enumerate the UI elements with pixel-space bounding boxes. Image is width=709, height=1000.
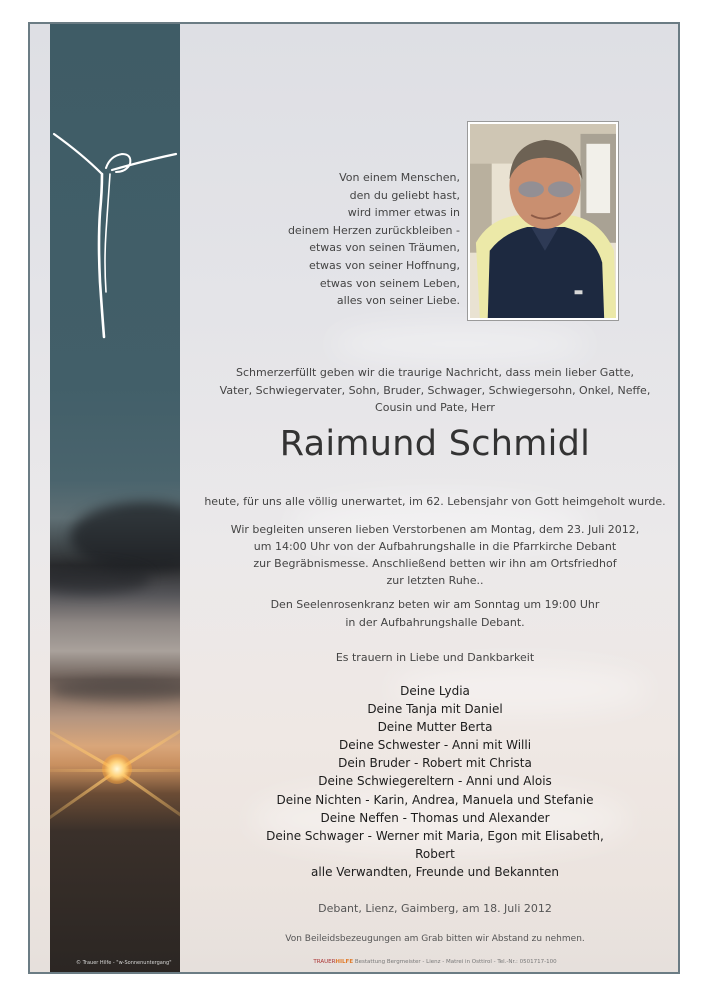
- footer-text: Bestattung Bergmeister - Lienz - Matrei in Osttirol - Tel.-Nr.: 0501717-100: [354, 959, 557, 965]
- footer-brand-a: TRAUER: [313, 959, 336, 965]
- intro-line: Vater, Schwiegervater, Sohn, Bruder, Schwager, Schwiegersohn, Onkel, Neffe,: [219, 383, 651, 397]
- poem-line: Von einem Menschen,: [339, 171, 460, 184]
- rosary-info: [190, 596, 680, 631]
- portrait-image: [470, 124, 616, 318]
- intro-line: Schmerzerfüllt geben wir die traurige Nachricht, dass mein lieber Gatte,: [236, 366, 634, 379]
- family-member: Deine Tanja mit Daniel: [367, 702, 503, 717]
- funeral-info: [190, 521, 680, 589]
- family-member: Deine Schwiegereltern - Anni und Alois: [318, 774, 552, 789]
- dark-cloud: [50, 564, 150, 594]
- funeral-line: Wir begleiten unseren lieben Verstorbenen am Montag, dem 23. Juli 2012,: [230, 523, 640, 536]
- poem-line: wird immer etwas in: [347, 206, 460, 220]
- family-member: Deine Nichten - Karin, Andrea, Manuela und Stefanie: [276, 792, 594, 807]
- family-member: Deine Schwager - Werner mit Maria, Egon mit Elisabeth,: [266, 828, 604, 843]
- funeral-line: zur letzten Ruhe..: [386, 574, 484, 587]
- family-member: Deine Neffen - Thomas und Alexander: [320, 810, 550, 825]
- portrait-photo: [467, 121, 619, 321]
- rosary-line: in der Aufbahrungshalle Debant.: [345, 615, 525, 629]
- photo-credit: © Trauer Hilfe - "w-Sonnenuntergang": [76, 960, 172, 966]
- funeral-line: zur Begräbnismesse. Anschließend betten wir ihn am Ortsfriedhof: [253, 557, 617, 570]
- family-member: Deine Mutter Berta: [377, 720, 493, 735]
- family-member: alle Verwandten, Freunde und Bekannten: [311, 864, 559, 879]
- family-member: Robert: [415, 846, 455, 861]
- poem-line: den du geliebt hast,: [349, 188, 460, 202]
- sun: [102, 754, 132, 784]
- deceased-name: Raimund Schmidl: [279, 424, 591, 464]
- family-member: Deine Lydia: [400, 684, 470, 698]
- intro-line: Cousin und Pate, Herr: [375, 401, 495, 414]
- family-list: [190, 682, 680, 881]
- condolence-note: Von Beileidsbezeugungen am Grab bitten wir Abstand zu nehmen.: [285, 934, 585, 944]
- cloud: [330, 324, 590, 364]
- poem-line: etwas von seinem Leben,: [319, 276, 460, 290]
- place-date: Debant, Lienz, Gaimberg, am 18. Juli 2012: [318, 902, 552, 915]
- family-member: Deine Schwester - Anni mit Willi: [338, 738, 532, 753]
- funeral-line: um 14:00 Uhr von der Aufbahrungshalle in die Pfarrkirche Debant: [253, 540, 617, 553]
- death-line: heute, für uns alle völlig unerwartet, im 62. Lebensjahr von Gott heimgeholt wurde.: [204, 495, 666, 508]
- dark-cloud: [70, 502, 180, 572]
- poem-line: etwas von seiner Hoffnung,: [308, 258, 460, 272]
- dark-cloud: [50, 679, 180, 701]
- parte-card: [28, 22, 680, 974]
- footer-brand-b: HILFE: [335, 959, 354, 965]
- mourning-line: Es trauern in Liebe und Dankbarkeit: [335, 651, 535, 664]
- poem-line: etwas von seinen Träumen,: [309, 241, 460, 255]
- poem-line: deinem Herzen zurückbleiben -: [287, 223, 460, 237]
- announcement-intro: [190, 364, 680, 417]
- rosary-line: Den Seelenrosenkranz beten wir am Sonntag um 19:00 Uhr: [270, 598, 600, 611]
- footer: [190, 959, 680, 965]
- family-member: Dein Bruder - Robert mit Christa: [338, 756, 532, 771]
- poem: [250, 169, 460, 310]
- crucifix-icon: [52, 132, 180, 342]
- poem-line: alles von seiner Liebe.: [336, 294, 460, 308]
